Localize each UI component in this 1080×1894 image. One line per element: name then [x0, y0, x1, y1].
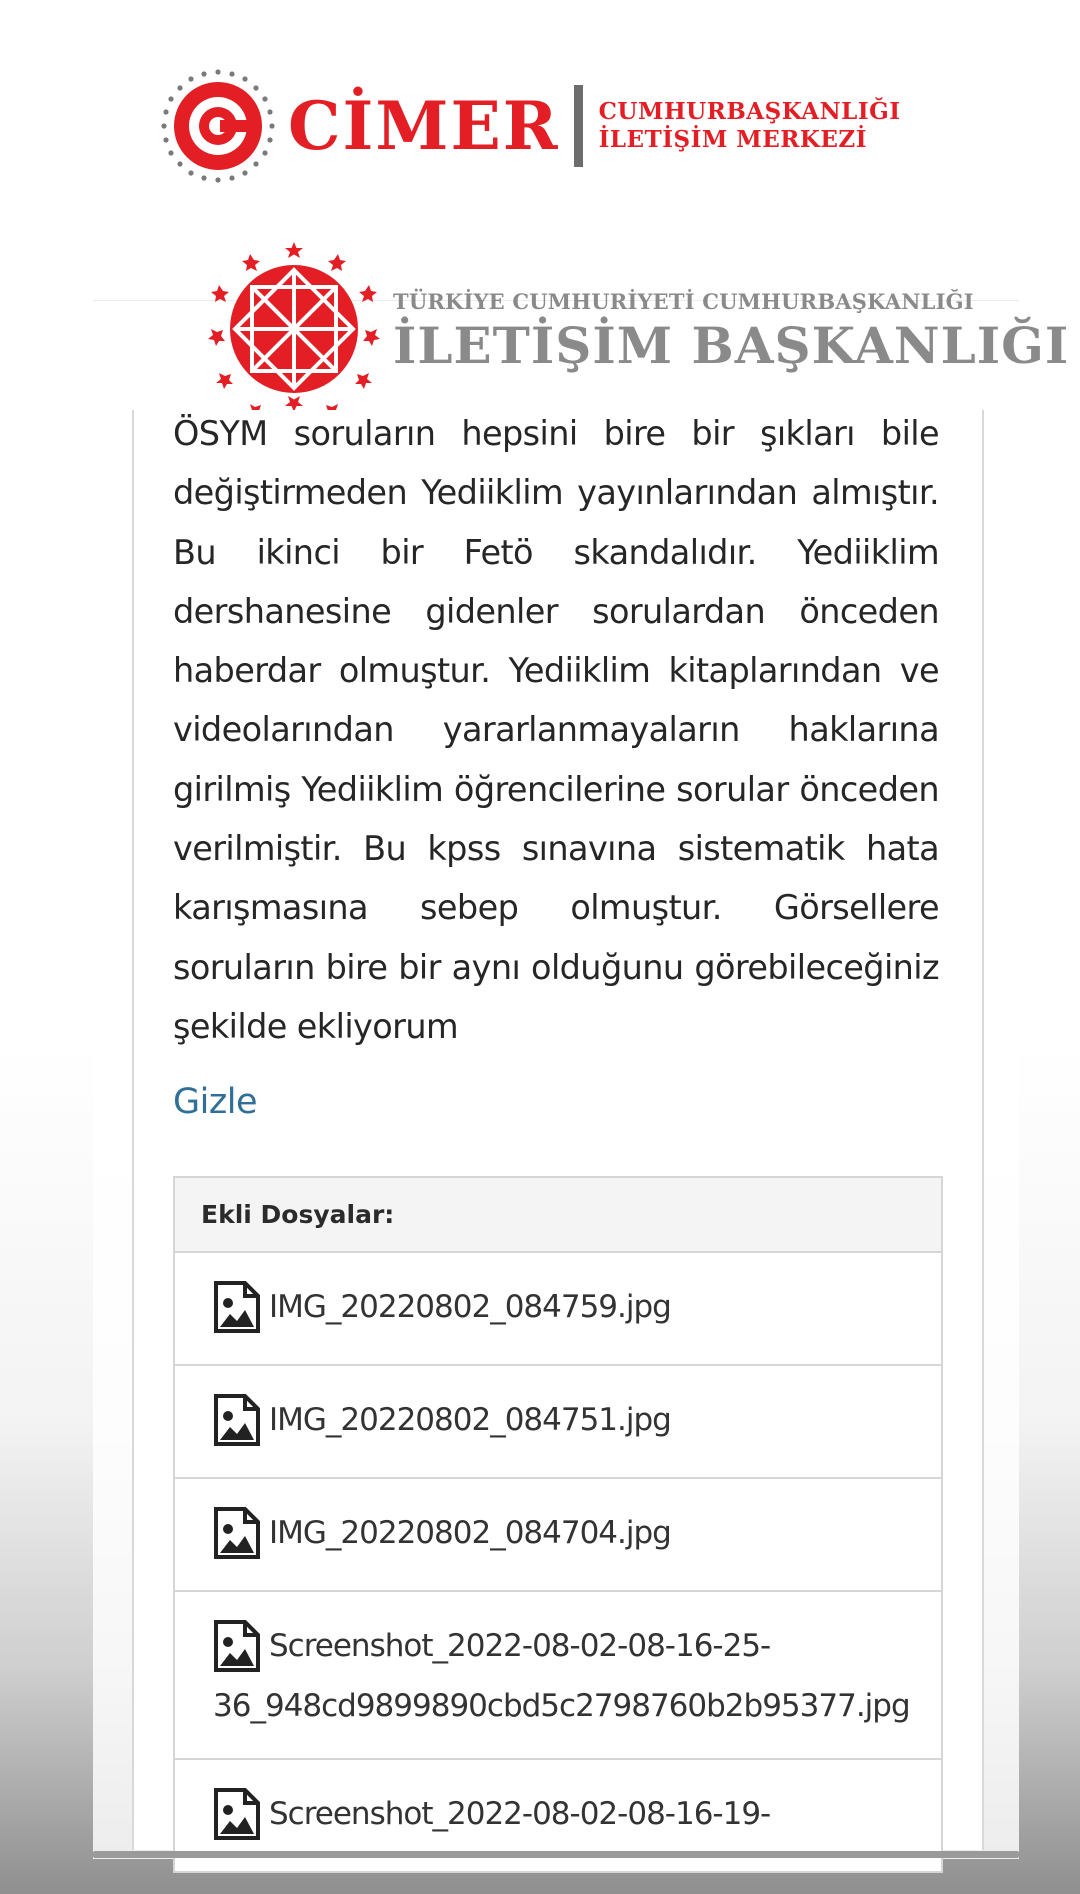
attachment-name-line2[interactable]: 36_948cd9899890cbd5c2798760b2b95377.jpg	[213, 1688, 910, 1724]
attachment-name-line1[interactable]: Screenshot_2022-08-02-08-16-25-	[269, 1628, 771, 1664]
cimer-subtitle-line1: CUMHURBAŞKANLIĞI	[598, 98, 901, 125]
attachment-row[interactable]	[175, 1253, 941, 1366]
image-file-icon	[213, 1280, 261, 1334]
image-file-icon	[213, 1787, 261, 1841]
attachment-row[interactable]	[175, 1592, 941, 1760]
attachment-row[interactable]	[175, 1479, 941, 1592]
attachment-row[interactable]	[175, 1366, 941, 1479]
attachments-header: Ekli Dosyalar:	[175, 1178, 941, 1253]
attachment-name[interactable]: IMG_20220802_084759.jpg	[269, 1289, 671, 1325]
logo-divider	[574, 85, 583, 167]
hide-link[interactable]: Gizle	[173, 1082, 257, 1122]
cimer-wordmark: CİMER	[288, 87, 560, 165]
cimer-logo	[160, 68, 901, 184]
attachments-panel	[173, 1176, 943, 1873]
image-file-icon	[213, 1619, 261, 1673]
attachment-name-line1[interactable]: Screenshot_2022-08-02-08-16-19-	[269, 1796, 771, 1832]
iletisim-baskanligi-logo	[205, 240, 1069, 418]
cimer-subtitle-line2: İLETİŞİM MERKEZİ	[598, 126, 867, 153]
cimer-subtitle	[599, 98, 901, 154]
cimer-emblem-icon	[160, 68, 276, 184]
iletisim-line1: TÜRKİYE CUMHURİYETİ CUMHURBAŞKANLIĞI	[393, 289, 974, 314]
iletisim-text	[393, 289, 1069, 375]
attachment-name[interactable]: IMG_20220802_084704.jpg	[269, 1515, 671, 1551]
horizontal-scrollbar[interactable]	[93, 1851, 1019, 1858]
iletisim-line2: İLETİŞİM BAŞKANLIĞI	[393, 316, 1070, 375]
attachment-name[interactable]: IMG_20220802_084751.jpg	[269, 1402, 671, 1438]
image-file-icon	[213, 1393, 261, 1447]
complaint-text: ÖSYM soruların hepsini bire bir şıkları bile değiştirmeden Yediiklim yayınlarından almıştır. Bu ikinci bir Fetö skandalıdır. Yediiklim dershanesine gidenler sorulardan önceden haberdar olmuştur. Yediiklim kitaplarından ve videolarından yararlanmayaların haklarına girilmiş Yediiklim öğrencilerine sorular önceden verilmiştir. Bu kpss sınavına sistematik hata karışmasına sebep olmuştur. Görsellere soruların bire bir aynı olduğunu görebileceğiniz şekilde ekliyorum	[173, 414, 939, 1046]
image-file-icon	[213, 1506, 261, 1560]
iletisim-emblem-icon	[205, 240, 383, 418]
